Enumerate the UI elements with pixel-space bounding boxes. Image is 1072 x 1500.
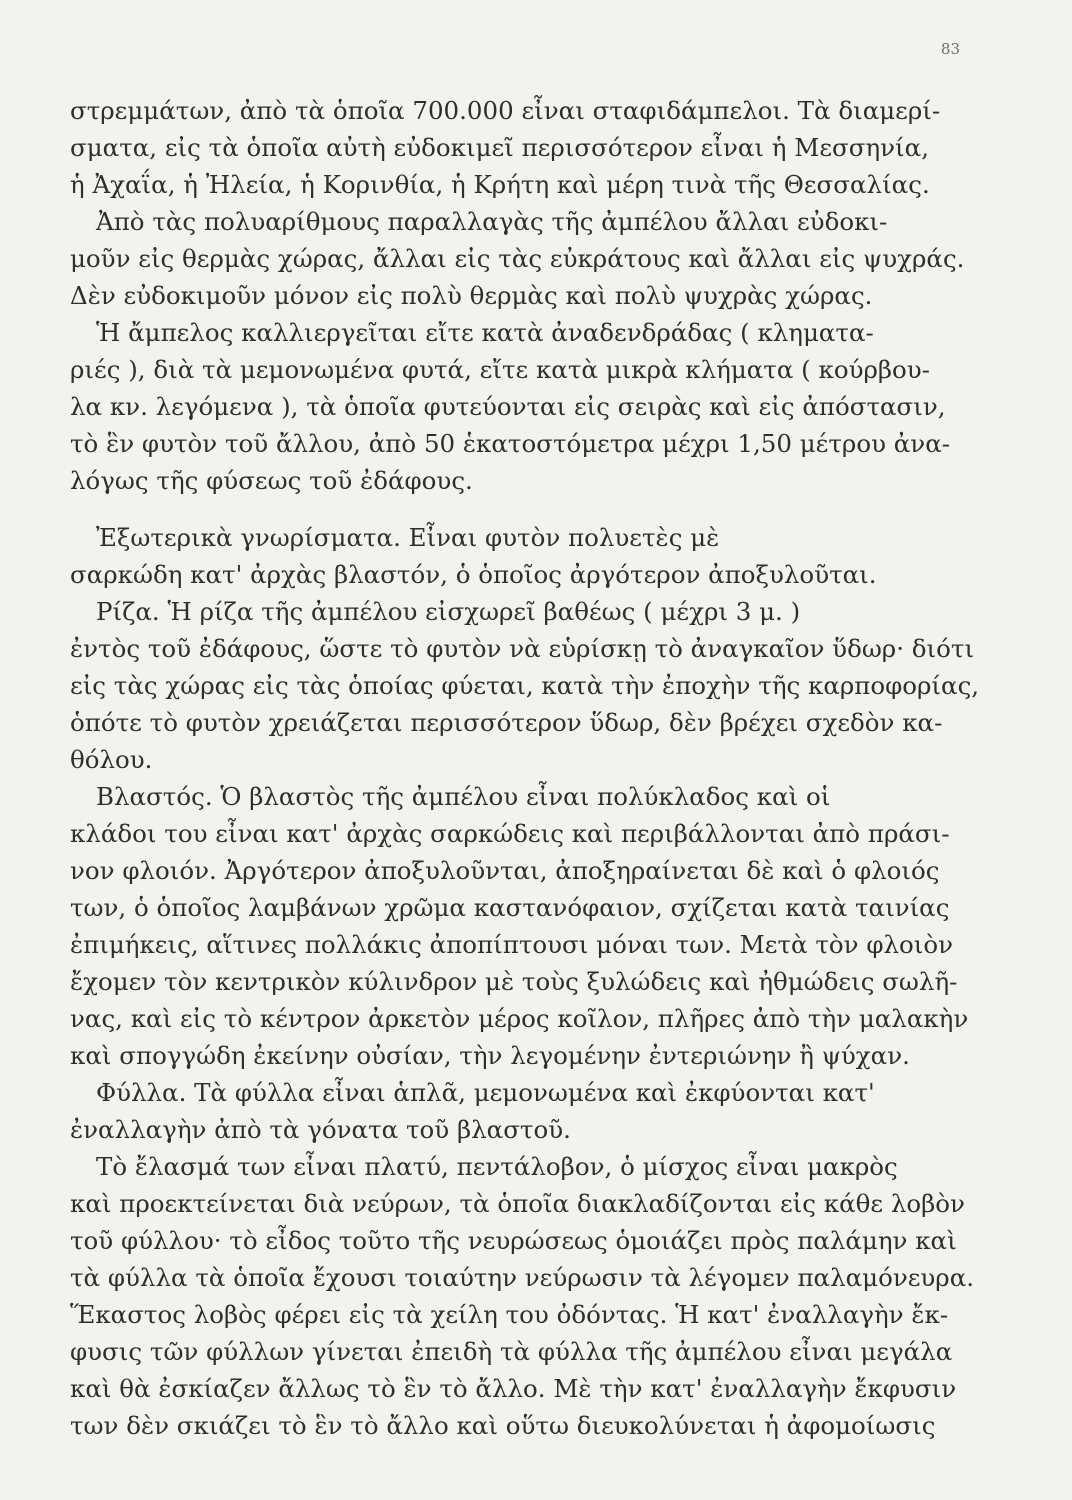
- text-line: ἐντὸς τοῦ ἐδάφους, ὥστε τὸ φυτὸν νὰ εὑρίσκῃ τὸ ἀναγκαῖον ὕδωρ· διότι: [70, 634, 975, 663]
- text-line: ὁπότε τὸ φυτὸν χρειάζεται περισσότερον ὕδωρ, δὲν βρέχει σχεδὸν κα-: [70, 708, 943, 737]
- text-line: λα κν. λεγόμενα ), τὰ ὁποῖα φυτεύονται εἰς σειρὰς καὶ εἰς ἀπόστασιν,: [70, 392, 946, 421]
- text-line: κλάδοι του εἶναι κατ' ἀρχὰς σαρκώδεις καὶ περιβάλλονται ἀπὸ πράσι-: [70, 819, 950, 848]
- text-line: ἐπιμήκεις, αἵτινες πολλάκις ἀποπίπτουσι μόναι των. Μετὰ τὸν φλοιὸν: [70, 930, 954, 959]
- text-line: καὶ προεκτείνεται διὰ νεύρων, τὰ ὁποῖα διακλαδίζονται εἰς κάθε λοβὸν: [70, 1189, 965, 1218]
- section-heading-external-features: Ἐξωτερικὰ γνωρίσματα. Εἶναι φυτὸν πολυετὲς μὲ: [96, 523, 720, 552]
- text-line: ἔχομεν τὸν κεντρικὸν κύλινδρον μὲ τοὺς ξυλώδεις καὶ ἠθμώδεις σωλῆ-: [70, 967, 958, 996]
- text-line: σματα, εἰς τὰ ὁποῖα αὐτὴ εὐδοκιμεῖ περισσότερον εἶναι ἡ Μεσσηνία,: [70, 133, 929, 162]
- text-line: τοῦ φύλλου· τὸ εἶδος τοῦτο τῆς νευρώσεως ὁμοιάζει πρὸς παλάμην καὶ: [70, 1226, 957, 1255]
- section-heading-stem: Βλαστός. Ὁ βλαστὸς τῆς ἀμπέλου εἶναι πολύκλαδος καὶ οἱ: [96, 782, 831, 811]
- text-line: θόλου.: [70, 745, 153, 774]
- text-line: καὶ θὰ ἐσκίαζεν ἄλλως τὸ ἓν τὸ ἄλλο. Μὲ τὴν κατ' ἐναλλαγὴν ἔκφυσιν: [70, 1374, 957, 1403]
- text-line: των, ὁ ὁποῖος λαμβάνων χρῶμα καστανόφαιον, σχίζεται κατὰ ταινίας: [70, 893, 950, 922]
- text-line: τὰ φύλλα τὰ ὁποῖα ἔχουσι τοιαύτην νεύρωσιν τὰ λέγομεν παλαμόνευρα.: [70, 1263, 975, 1292]
- text-line: μοῦν εἰς θερμὰς χώρας, ἄλλαι εἰς τὰς εὐκράτους καὶ ἄλλαι εἰς ψυχράς.: [70, 244, 965, 273]
- text-line: καὶ σπογγώδη ἐκείνην οὐσίαν, τὴν λεγομένην ἐντεριώνην ἢ ψύχαν.: [70, 1041, 910, 1070]
- text-line: στρεμμάτων, ἀπὸ τὰ ὁποῖα 700.000 εἶναι σταφιδάμπελοι. Τὰ διαμερί-: [70, 96, 941, 125]
- text-line: Τὸ ἔλασμά των εἶναι πλατύ, πεντάλοβον, ὁ μίσχος εἶναι μακρὸς: [96, 1152, 898, 1181]
- text-line: ριές ), διὰ τὰ μεμονωμένα φυτά, εἴτε κατὰ μικρὰ κλήματα ( κούρβου-: [70, 355, 930, 384]
- text-line: Δὲν εὐδοκιμοῦν μόνον εἰς πολὺ θερμὰς καὶ πολὺ ψυχρὰς χώρας.: [70, 281, 873, 310]
- text-line: νας, καὶ εἰς τὸ κέντρον ἀρκετὸν μέρος κοῖλον, πλῆρες ἀπὸ τὴν μαλακὴν: [70, 1004, 969, 1033]
- text-line: σαρκώδη κατ' ἀρχὰς βλαστόν, ὁ ὁποῖος ἀργότερον ἀποξυλοῦται.: [70, 560, 877, 589]
- text-line: εἰς τὰς χώρας εἰς τὰς ὁποίας φύεται, κατὰ τὴν ἐποχὴν τῆς καρποφορίας,: [70, 671, 980, 700]
- text-line: Ἀπὸ τὰς πολυαρίθμους παραλλαγὰς τῆς ἀμπέλου ἄλλαι εὐδοκι-: [96, 207, 888, 236]
- section-heading-leaves: Φύλλα. Τὰ φύλλα εἶναι ἁπλᾶ, μεμονωμένα καὶ ἐκφύονται κατ': [96, 1078, 875, 1107]
- text-line: Ἡ ἄμπελος καλλιεργεῖται εἴτε κατὰ ἀναδενδράδας ( κληματα-: [96, 318, 874, 347]
- page-number: 83: [940, 40, 960, 58]
- text-line: των δὲν σκιάζει τὸ ἓν τὸ ἄλλο καὶ οὕτω διευκολύνεται ἡ ἀφομοίωσις: [70, 1411, 936, 1440]
- text-line: λόγως τῆς φύσεως τοῦ ἐδάφους.: [70, 466, 473, 495]
- text-line: φυσις τῶν φύλλων γίνεται ἐπειδὴ τὰ φύλλα τῆς ἀμπέλου εἶναι μεγάλα: [70, 1337, 953, 1366]
- text-line: Ἕκαστος λοβὸς φέρει εἰς τὰ χείλη του ὀδόντας. Ἡ κατ' ἐναλλαγὴν ἔκ-: [70, 1300, 949, 1329]
- body-text: [70, 92, 980, 1444]
- text-line: νον φλοιόν. Ἀργότερον ἀποξυλοῦνται, ἀποξηραίνεται δὲ καὶ ὁ φλοιός: [70, 856, 940, 885]
- text-line: τὸ ἓν φυτὸν τοῦ ἄλλου, ἀπὸ 50 ἑκατοστόμετρα μέχρι 1,50 μέτρου ἀνα-: [70, 429, 951, 458]
- text-line: ἡ Ἀχαΐα, ἡ Ἠλεία, ἡ Κορινθία, ἡ Κρήτη καὶ μέρη τινὰ τῆς Θεσσαλίας.: [70, 170, 930, 199]
- section-heading-root: Ρίζα. Ἡ ρίζα τῆς ἀμπέλου εἰσχωρεῖ βαθέως ( μέχρι 3 μ. ): [96, 597, 801, 626]
- text-line: ἐναλλαγὴν ἀπὸ τὰ γόνατα τοῦ βλαστοῦ.: [70, 1115, 571, 1144]
